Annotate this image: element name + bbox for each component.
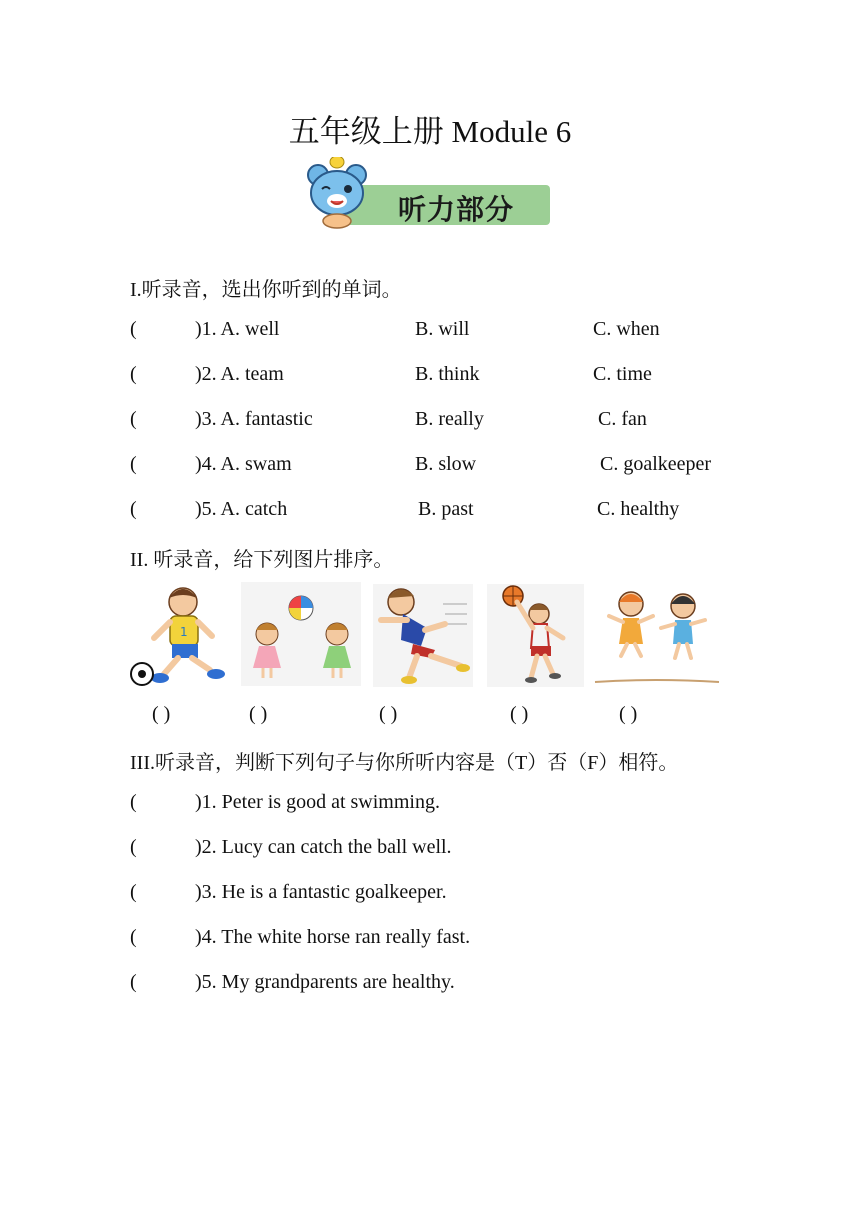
s1-open-paren: ( [130, 318, 137, 340]
listening-banner [304, 157, 552, 229]
s1-open-paren: ( [130, 408, 137, 430]
s3-open-paren: ( [130, 881, 137, 903]
s1-q1-option-b: B. will [415, 318, 470, 340]
s1-q1-option-c: C. when [593, 318, 660, 340]
s3-open-paren: ( [130, 836, 137, 858]
s1-q3-option-a: )3. A. fantastic [195, 408, 313, 430]
running-boy-picture [373, 584, 473, 687]
s1-q5-option-a: )5. A. catch [195, 498, 288, 520]
s3-open-paren: ( [130, 791, 137, 813]
picture-blank[interactable]: ( ) [619, 703, 638, 725]
s3-statement: )1. Peter is good at swimming. [195, 791, 440, 813]
svg-text:1: 1 [180, 625, 188, 639]
s1-q5-option-c: C. healthy [597, 498, 680, 520]
s3-statement: )2. Lucy can catch the ball well. [195, 836, 452, 858]
s1-q4-option-a: )4. A. swam [195, 453, 292, 475]
s1-q4-option-c: C. goalkeeper [600, 453, 712, 475]
picture-blank[interactable]: ( ) [152, 703, 171, 725]
s3-statement: )5. My grandparents are healthy. [195, 971, 455, 993]
section1-heading: I.听录音，选出你听到的单词。 [130, 279, 402, 301]
s1-q3-option-c: C. fan [598, 408, 647, 430]
s1-q2-option-a: )2. A. team [195, 363, 284, 385]
s1-open-paren: ( [130, 453, 137, 475]
s3-statement: )4. The white horse ran really fast. [195, 926, 471, 948]
s3-statement: )3. He is a fantastic goalkeeper. [195, 881, 447, 903]
picture-blank[interactable]: ( ) [379, 703, 398, 725]
s1-q4-option-b: B. slow [415, 453, 477, 475]
section2-heading: II. 听录音，给下列图片排序。 [130, 549, 394, 571]
s3-open-paren: ( [130, 926, 137, 948]
page-title: 五年级上册 Module 6 [288, 114, 572, 149]
s3-open-paren: ( [130, 971, 137, 993]
girls-beach-ball-picture [241, 582, 361, 686]
s1-q5-option-b: B. past [418, 498, 474, 520]
section3-heading: III.听录音，判断下列句子与你所听内容是（T）否（F）相符。 [130, 752, 679, 774]
s1-q2-option-c: C. time [593, 363, 652, 385]
soccer-boy-picture [128, 584, 233, 688]
picture-blank[interactable]: ( ) [249, 703, 268, 725]
s1-q1-option-a: )1. A. well [195, 318, 280, 340]
s1-q2-option-b: B. think [415, 363, 480, 385]
s1-open-paren: ( [130, 498, 137, 520]
banner-label: 听力部分 [398, 193, 515, 226]
s1-open-paren: ( [130, 363, 137, 385]
jumping-kids-picture [593, 584, 721, 687]
bear-mascot-icon [304, 157, 374, 229]
s1-q3-option-b: B. really [415, 408, 484, 430]
picture-blank[interactable]: ( ) [510, 703, 529, 725]
basketball-boy-picture [487, 584, 584, 687]
